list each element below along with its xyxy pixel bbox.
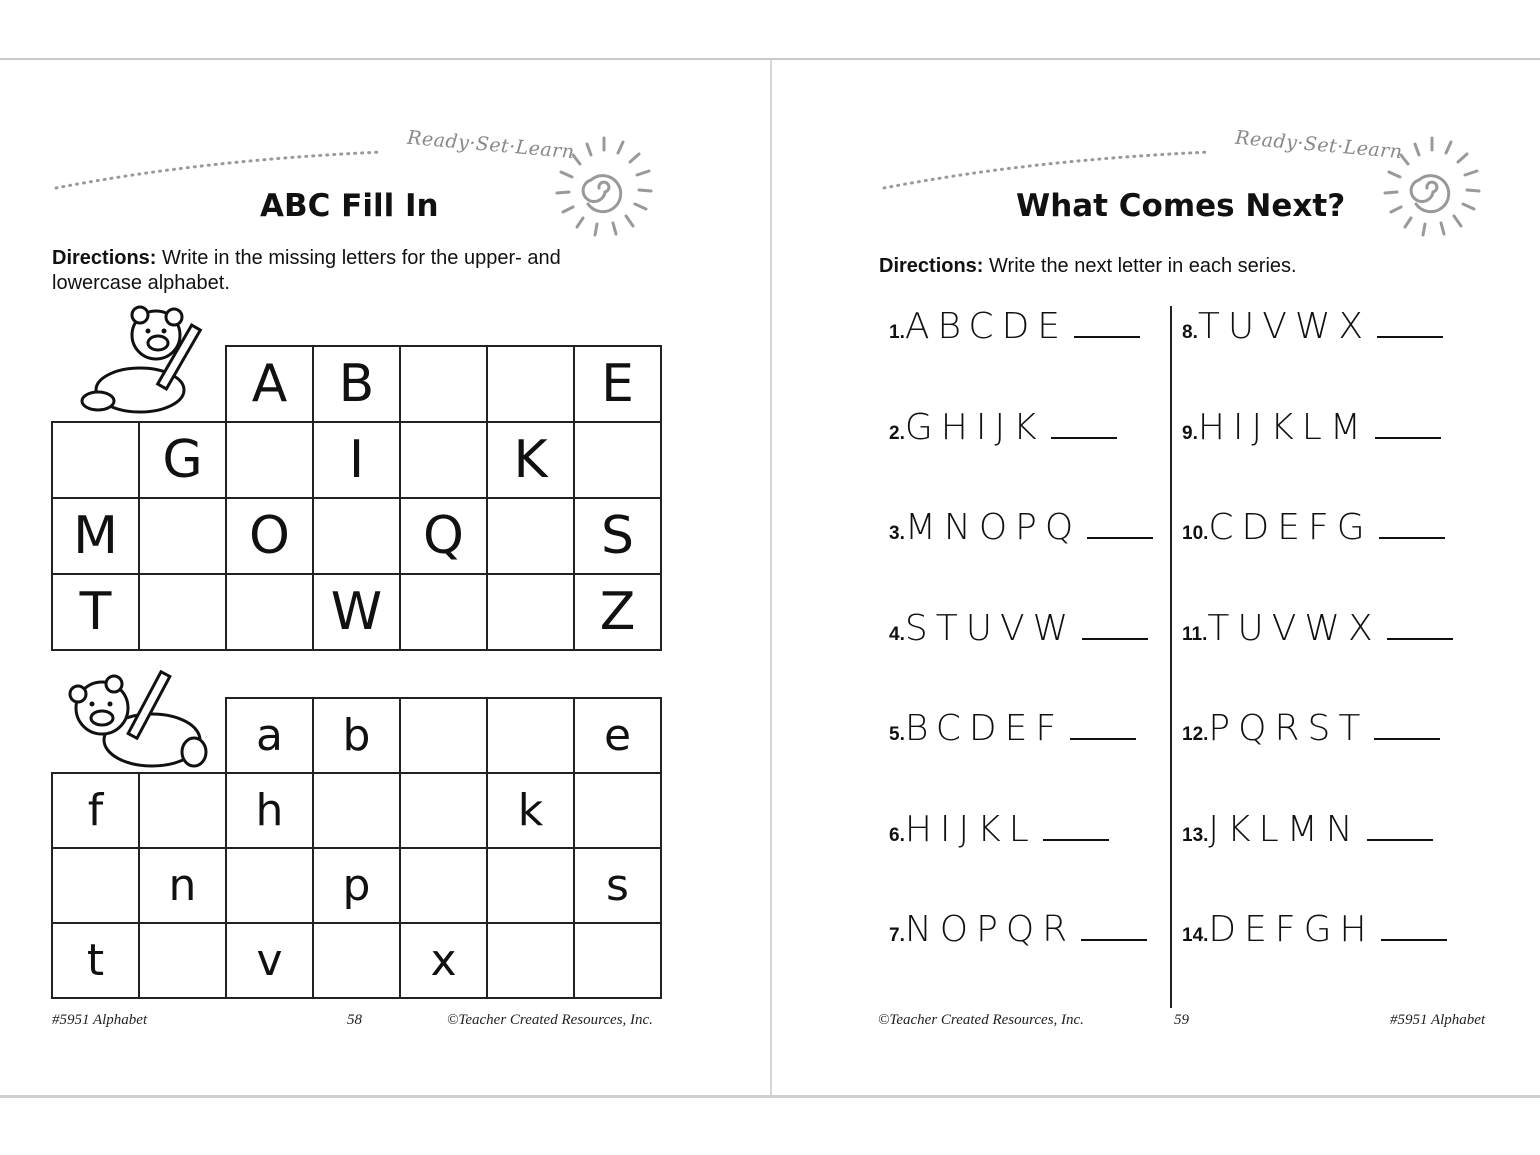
lowercase-row — [52, 773, 661, 848]
lowercase-blank-cell[interactable] — [400, 773, 487, 848]
series-item — [889, 407, 1117, 448]
uppercase-row — [52, 498, 661, 574]
answer-blank[interactable] — [1043, 838, 1109, 841]
series-letters: JKLMN — [1208, 808, 1361, 850]
lowercase-blank-cell[interactable] — [139, 773, 226, 848]
answer-blank[interactable] — [1081, 938, 1147, 941]
answer-blank[interactable] — [1374, 737, 1440, 740]
series-number: 5. — [889, 724, 905, 745]
answer-blank[interactable] — [1051, 436, 1117, 439]
uppercase-blank-cell[interactable] — [226, 574, 313, 650]
uppercase-letter-cell[interactable]: G — [139, 422, 226, 498]
answer-blank[interactable] — [1367, 838, 1433, 841]
series-number: 14. — [1182, 925, 1209, 946]
lowercase-letter-cell[interactable]: p — [313, 848, 400, 923]
series-number: 8. — [1182, 322, 1198, 343]
brand-logo-text: Ready·Set·Learn — [406, 126, 576, 164]
series-number: 1. — [889, 322, 905, 343]
lowercase-spacer — [52, 698, 139, 773]
series-item — [889, 708, 1136, 749]
uppercase-row — [52, 574, 661, 650]
uppercase-row — [52, 422, 661, 498]
series-number: 12. — [1182, 724, 1209, 745]
lowercase-blank-cell[interactable] — [574, 773, 661, 848]
lowercase-letter-cell[interactable]: t — [52, 923, 139, 998]
series-letters: TUVWX — [1197, 306, 1372, 347]
uppercase-blank-cell[interactable] — [313, 498, 400, 574]
answer-blank[interactable] — [1082, 637, 1148, 640]
series-letters: DEFGH — [1208, 909, 1375, 950]
series-letters: CDEFG — [1208, 507, 1373, 548]
lowercase-row — [52, 848, 661, 923]
lowercase-blank-cell[interactable] — [574, 923, 661, 998]
column-divider — [1170, 306, 1172, 1008]
lowercase-blank-cell[interactable] — [139, 923, 226, 998]
footer-right: #5951 Alphabet — [1390, 1012, 1486, 1028]
series-number: 4. — [889, 623, 905, 645]
series-item — [1182, 507, 1445, 548]
directions-text: Write the next letter in each series. — [983, 255, 1297, 277]
directions — [879, 254, 1479, 279]
uppercase-row — [52, 346, 661, 422]
lowercase-letter-cell[interactable]: b — [313, 698, 400, 773]
answer-blank[interactable] — [1381, 938, 1447, 941]
uppercase-spacer — [139, 346, 226, 422]
lowercase-blank-cell[interactable] — [400, 848, 487, 923]
uppercase-letter-cell[interactable]: T — [52, 574, 139, 650]
series-letters: STUVW — [904, 607, 1077, 649]
answer-blank[interactable] — [1379, 536, 1445, 539]
series-item — [1182, 809, 1433, 850]
series-item — [889, 809, 1109, 850]
series-number: 7. — [889, 925, 905, 946]
answer-blank[interactable] — [1375, 436, 1441, 439]
series-number: 13. — [1182, 824, 1209, 846]
lowercase-letter-cell[interactable]: n — [139, 848, 226, 923]
lowercase-blank-cell[interactable] — [400, 698, 487, 773]
brand-logo-text: Ready·Set·Learn — [1234, 126, 1404, 164]
lowercase-letter-cell[interactable]: k — [487, 773, 574, 848]
uppercase-blank-cell[interactable] — [52, 422, 139, 498]
uppercase-blank-cell[interactable] — [226, 422, 313, 498]
series-letters: MNOPQ — [904, 507, 1082, 548]
uppercase-blank-cell[interactable] — [487, 498, 574, 574]
uppercase-letter-cell[interactable]: B — [313, 346, 400, 422]
uppercase-blank-cell[interactable] — [400, 346, 487, 422]
series-letters: HIJKLM — [1197, 406, 1369, 448]
uppercase-letter-cell[interactable]: Z — [574, 574, 661, 650]
lowercase-letter-cell[interactable]: v — [226, 923, 313, 998]
lowercase-blank-cell[interactable] — [487, 698, 574, 773]
sun-icon — [547, 130, 662, 245]
series-item — [1182, 608, 1453, 649]
lowercase-blank-cell[interactable] — [313, 923, 400, 998]
series-number: 11. — [1182, 623, 1208, 645]
lowercase-blank-cell[interactable] — [52, 848, 139, 923]
lowercase-blank-cell[interactable] — [487, 923, 574, 998]
spread-bottom-edge — [0, 1095, 1540, 1098]
page-number: 59 — [1174, 1012, 1189, 1028]
series-item — [1182, 708, 1440, 749]
series-letters: GHIJK — [904, 406, 1045, 448]
sun-icon — [1375, 130, 1490, 245]
series-number: 6. — [889, 824, 905, 846]
page-title: What Comes Next? — [1016, 188, 1346, 224]
lowercase-spacer — [139, 698, 226, 773]
series-item — [1182, 407, 1441, 448]
uppercase-letter-cell[interactable]: E — [574, 346, 661, 422]
lowercase-letter-cell[interactable]: e — [574, 698, 661, 773]
series-number: 9. — [1182, 422, 1198, 444]
series-letters: BCDEF — [904, 708, 1065, 749]
uppercase-letter-cell[interactable]: K — [487, 422, 574, 498]
uppercase-letter-cell[interactable]: S — [574, 498, 661, 574]
lowercase-blank-cell[interactable] — [487, 848, 574, 923]
directions-label: Directions: — [879, 255, 984, 277]
uppercase-letter-cell[interactable]: W — [313, 574, 400, 650]
lowercase-letter-cell[interactable]: h — [226, 773, 313, 848]
uppercase-blank-cell[interactable] — [487, 574, 574, 650]
uppercase-blank-cell[interactable] — [139, 574, 226, 650]
footer-left: #5951 Alphabet — [52, 1012, 148, 1028]
uppercase-blank-cell[interactable] — [400, 422, 487, 498]
footer-right: ©Teacher Created Resources, Inc. — [447, 1012, 653, 1028]
series-item — [1182, 306, 1443, 347]
answer-blank[interactable] — [1087, 536, 1153, 539]
uppercase-letter-cell[interactable]: M — [52, 498, 139, 574]
uppercase-letter-cell[interactable]: A — [226, 346, 313, 422]
uppercase-blank-cell[interactable] — [139, 498, 226, 574]
page-title: ABC Fill In — [260, 188, 439, 224]
series-number: 2. — [889, 422, 905, 444]
series-number: 10. — [1182, 523, 1209, 544]
uppercase-letter-cell[interactable]: Q — [400, 498, 487, 574]
lowercase-blank-cell[interactable] — [226, 848, 313, 923]
page-58 — [0, 60, 770, 1095]
answer-blank[interactable] — [1377, 335, 1443, 338]
series-item — [889, 909, 1147, 950]
series-item — [889, 507, 1153, 548]
series-item — [889, 306, 1140, 347]
uppercase-letter-cell[interactable]: O — [226, 498, 313, 574]
uppercase-blank-cell[interactable] — [400, 574, 487, 650]
directions-label: Directions: — [52, 247, 157, 269]
answer-blank[interactable] — [1074, 335, 1140, 338]
series-item — [1182, 909, 1447, 950]
page-number: 58 — [347, 1012, 362, 1028]
lowercase-letter-cell[interactable]: s — [574, 848, 661, 923]
uppercase-grid — [51, 345, 662, 651]
lowercase-letter-cell[interactable]: f — [52, 773, 139, 848]
directions — [52, 246, 632, 296]
footer-left: ©Teacher Created Resources, Inc. — [878, 1012, 1084, 1028]
uppercase-blank-cell[interactable] — [487, 346, 574, 422]
series-item — [889, 608, 1148, 649]
series-letters: NOPQR — [904, 909, 1076, 950]
lowercase-grid — [51, 697, 662, 999]
series-letters: HIJKL — [904, 808, 1037, 850]
series-letters: ABCDE — [904, 306, 1069, 347]
answer-blank[interactable] — [1387, 637, 1453, 640]
series-letters: PQRST — [1208, 708, 1369, 749]
series-letters: TUVWX — [1207, 607, 1381, 649]
lowercase-row — [52, 923, 661, 998]
uppercase-blank-cell[interactable] — [574, 422, 661, 498]
lowercase-blank-cell[interactable] — [313, 773, 400, 848]
lowercase-row — [52, 698, 661, 773]
uppercase-letter-cell[interactable]: I — [313, 422, 400, 498]
lowercase-letter-cell[interactable]: a — [226, 698, 313, 773]
page-59 — [772, 60, 1540, 1095]
uppercase-spacer — [52, 346, 139, 422]
answer-blank[interactable] — [1070, 737, 1136, 740]
series-number: 3. — [889, 523, 905, 544]
lowercase-letter-cell[interactable]: x — [400, 923, 487, 998]
directions-text: Write in the missing letters for the upper- and lowercase alphabet. — [52, 247, 561, 294]
